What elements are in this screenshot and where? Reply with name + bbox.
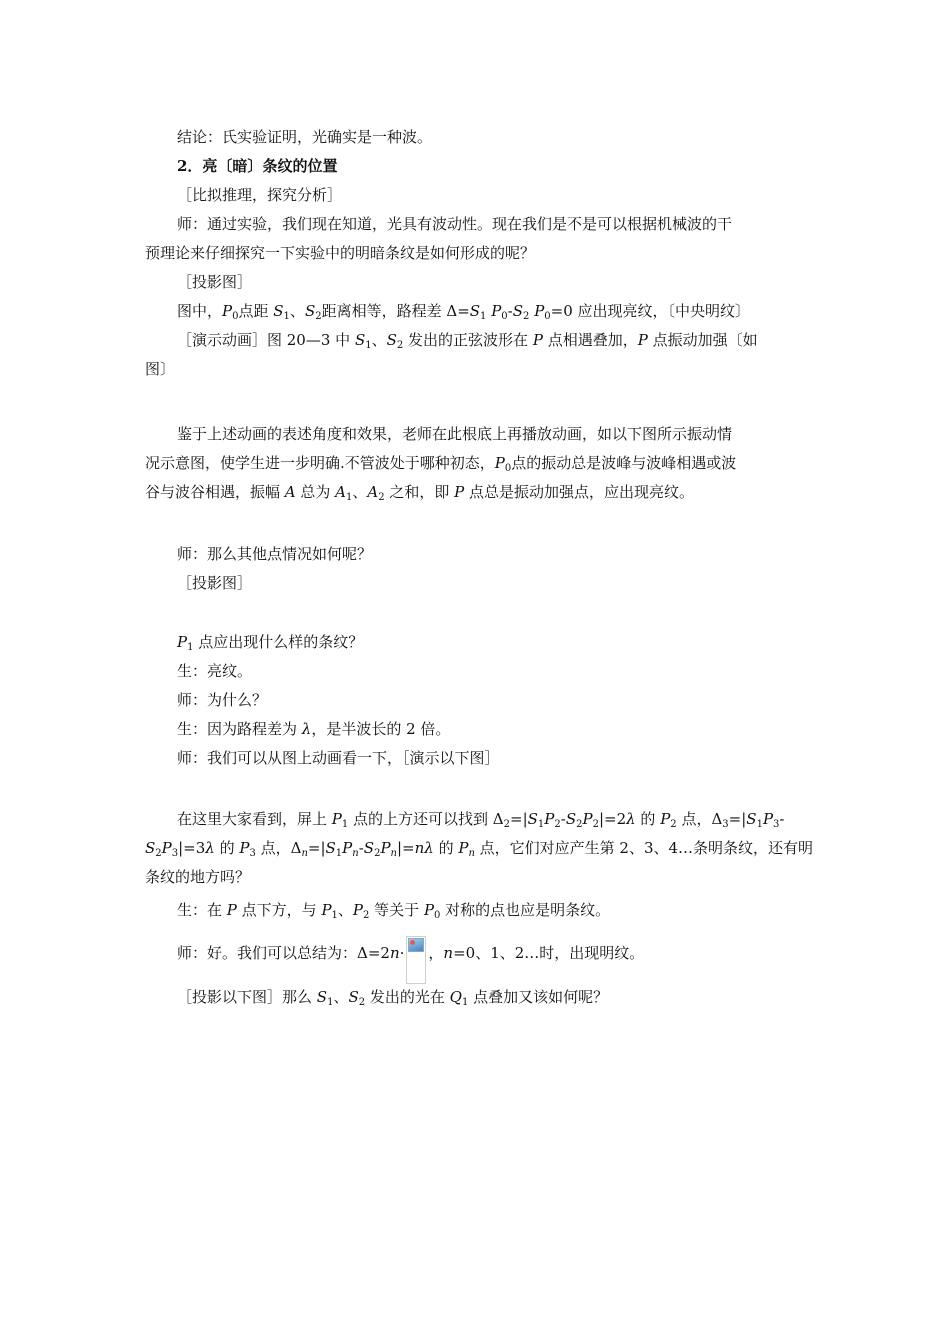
paragraph-animation-b: 况示意图，使学生进一步明确.不管波处于哪种初态，$P_0$点的振动总是波峰与波峰相遇或波 xyxy=(145,454,737,474)
paragraph-teacher-1a: 师：通过实验，我们现在知道，光具有波动性。现在我们是不是可以根据机械波的干 xyxy=(177,215,733,233)
formula-image-icon xyxy=(406,936,426,984)
projection-note-1: ［投影图］ xyxy=(177,273,253,291)
question-p1: $P_1$ 点应出现什么样的条纹？ xyxy=(177,633,364,653)
student-answer-1: 生：亮纹。 xyxy=(177,662,253,680)
section-heading: 2．亮〔暗〕条纹的位置 xyxy=(177,157,338,175)
paragraph-animation-c: 谷与波谷相遇，振幅 A 总为 $A_1$、$A_2$ 之和，即 P 点总是振动加强点，应出现亮纹。 xyxy=(145,483,695,503)
teacher-why: 师：为什么？ xyxy=(177,691,268,709)
student-answer-3: 生：在 P 点下方，与 $P_1$、$P_2$ 等关于 $P_0$ 对称的点也应是明条纹。 xyxy=(177,901,611,921)
animation-note-b: 图〕 xyxy=(145,360,176,378)
projection-question: ［投影以下图］那么 $S_1$、$S_2$ 发出的光在 $Q_1$ 点叠加又该如何呢？ xyxy=(177,988,609,1008)
teacher-summary: 师：好。我们可以总结为：Δ=2n· ，n=0、1、2…时，出现明纹。 xyxy=(177,936,807,984)
paragraph-animation-a: 鉴于上述动画的表述角度和效果，老师在此根底上再播放动画，如以下图所示振动情 xyxy=(177,425,733,443)
animation-note-a: ［演示动画］图 20—3 中 $S_1$、$S_2$ 发出的正弦波形在 P 点相遇叠加，P 点振动加强〔如 xyxy=(177,331,758,351)
method-note: ［比拟推理，探究分析］ xyxy=(177,186,343,204)
teacher-question: 师：那么其他点情况如何呢？ xyxy=(177,545,373,563)
paragraph-screen-c: 条纹的地方吗？ xyxy=(145,868,251,886)
figure-description: 图中，$P_0$点距 $S_1$、$S_2$距离相等，路程差 $\Delta=S_1$ $P_0-S_2$ $P_0=0$ 应出现亮纹，〔中央明纹〕 xyxy=(177,302,751,322)
projection-note-2: ［投影图］ xyxy=(177,574,253,592)
paragraph-screen-a: 在这里大家看到，屏上 $P_1$ 点的上方还可以找到 $\Delta_2=|S_1P_2-S_2P_2|=2\lambda$ 的 $P_2$ 点，$\Delta_3=|S_1P_3-$ xyxy=(177,810,785,830)
student-answer-2: 生：因为路程差为 λ，是半波长的 2 倍。 xyxy=(177,720,451,738)
paragraph-screen-b: $S_2P_3|=3\lambda$ 的 $P_3$ 点，$\Delta_n=|S_1P_n-S_2P_n|=n\lambda$ 的 $P_n$ 点，它们对应产生第 2、3、4…条明条纹，还有明 xyxy=(145,839,814,859)
conclusion-line: 结论：氏实验证明，光确实是一种波。 xyxy=(177,128,433,146)
teacher-demo: 师：我们可以从图上动画看一下，［演示以下图］ xyxy=(177,749,500,767)
paragraph-teacher-1b: 预理论来仔细探究一下实验中的明暗条纹是如何形成的呢？ xyxy=(145,244,536,262)
